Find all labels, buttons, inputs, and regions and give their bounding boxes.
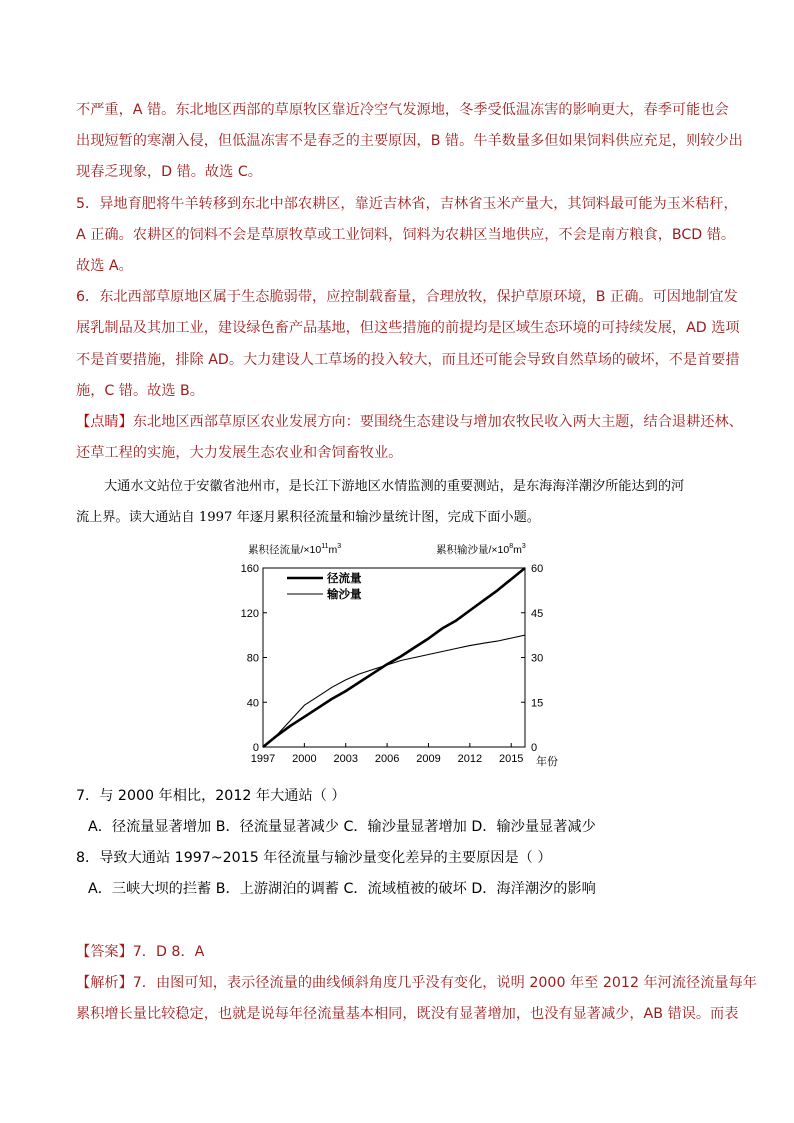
answer-line <box>76 937 204 968</box>
x-tick-label: 1997 <box>250 753 276 765</box>
hint-tag: 【点睛】 <box>76 414 133 430</box>
question-7: 7．与 2000 年相比，2012 年大通站（ ） <box>76 788 346 804</box>
y-right-tick-label: 45 <box>531 607 544 620</box>
y-left-tick-label: 80 <box>246 652 259 665</box>
intro-line: 大通水文站位于安徽省池州市，是长江下游地区水情监测的重要测站，是东海海洋潮汐所能达到的河 <box>104 479 685 494</box>
analysis-line: 故选 A。 <box>76 257 133 274</box>
legend-label: 输沙量 <box>327 589 362 601</box>
hint-line: 还草工程的实施，大力发展生态农业和舍饲畜牧业。 <box>76 445 403 462</box>
explanation-tag: 【解析】 <box>76 975 133 991</box>
answer-text: 7．D 8．A <box>132 944 205 960</box>
legend-label: 径流量 <box>327 573 362 585</box>
explanation-line: 累积增长量比较稳定，也就是说每年径流量基本相同，既没有显著增加，也没有显著减少，AB 错误。而表 <box>76 1006 739 1023</box>
left-axis-label: 累积径流量$/\times 10^{11}m^3$ <box>248 543 342 556</box>
explanation-block <box>76 968 757 1030</box>
x-tick-label: 2003 <box>333 753 358 765</box>
x-tick-label: 2006 <box>374 753 400 765</box>
y-right-tick-label: 15 <box>531 697 544 710</box>
runoff-sediment-chart <box>230 535 590 775</box>
y-left-tick-label: 0 <box>252 742 259 754</box>
question-intro <box>76 471 726 533</box>
x-tick-label: 2015 <box>498 753 524 765</box>
question-8-options: A．三峡大坝的拦蓄 B．上游湖泊的调蓄 C．流域植被的破坏 D．海洋潮汐的影响 <box>88 881 596 897</box>
hint-block <box>76 407 743 469</box>
question-7-options: A．径流量显著增加 B．径流量显著减少 C．输沙量显著增加 D．输沙量显著减少 <box>88 819 596 835</box>
series-line-sediment <box>263 635 525 747</box>
analysis-line: A 正确。农耕区的饲料不会是草原牧草或工业饲料，饲料为农耕区当地供应，不会是南方粮食，BCD 错。 <box>76 226 736 243</box>
analysis-line: 施，C 错。故选 B。 <box>76 382 204 399</box>
analysis-line: 不严重，A 错。东北地区西部的草原牧区靠近冷空气发源地，冬季受低温冻害的影响更大，春季可能也会 <box>76 102 729 118</box>
explanation-line: 7．由图可知，表示径流量的曲线倾斜角度几乎没有变化，说明 2000 年至 2012 年河流径流量每年 <box>132 975 757 991</box>
question-8: 8．导致大通站 1997~2015 年径流量与输沙量变化差异的主要原因是（ ） <box>76 850 552 866</box>
analysis-line: 展乳制品及其加工业，建设绿色畜产品基地，但这些措施的前提均是区域生态环境的可持续发展，AD 选项 <box>76 320 740 337</box>
hint-line: 东北地区西部草原区农业发展方向：要围绕生态建设与增加农牧民收入两大主题，结合退耕还林、 <box>132 414 743 430</box>
analysis-block <box>76 95 743 407</box>
plot-frame <box>263 568 525 747</box>
x-tick-label: 2009 <box>416 753 441 765</box>
y-left-tick-label: 120 <box>240 607 259 620</box>
intro-line: 流上界。读大通站自 1997 年逐月累积径流量和输沙量统计图，完成下面小题。 <box>76 510 540 526</box>
analysis-line: 5．异地育肥将牛羊转移到东北中部农耕区，靠近吉林省，吉林省玉米产量大，其饲料最可能为玉米秸秆， <box>76 195 738 212</box>
analysis-line: 不是首要措施，排除 AD。大力建设人工草场的投入较大，而且还可能会导致自然草场的破坏，不是首要措 <box>76 351 740 368</box>
x-tick-label: 2000 <box>292 753 317 765</box>
x-tick-label: 2012 <box>457 753 483 765</box>
analysis-line: 6．东北西部草原地区属于生态脆弱带，应控制载畜量，合理放牧，保护草原环境，B 正确。可因地制宜发 <box>76 289 738 306</box>
y-right-tick-label: 60 <box>531 563 544 575</box>
x-axis-label: 年份 <box>536 756 558 768</box>
y-right-tick-label: 0 <box>531 742 538 754</box>
analysis-line: 现春乏现象，D 错。故选 C。 <box>76 164 262 181</box>
y-right-tick-label: 30 <box>531 652 544 665</box>
answer-tag: 【答案】 <box>76 944 133 960</box>
analysis-line: 出现短暂的寒潮入侵，但低温冻害不是春乏的主要原因，B 错。牛羊数量多但如果饲料供应充足，则较少出 <box>76 133 743 150</box>
series-line-runoff <box>263 568 525 747</box>
right-axis-label: 累积输沙量$/\times 10^8m^3$ <box>436 543 526 556</box>
y-left-tick-label: 40 <box>246 697 259 710</box>
y-left-tick-label: 160 <box>240 563 259 575</box>
